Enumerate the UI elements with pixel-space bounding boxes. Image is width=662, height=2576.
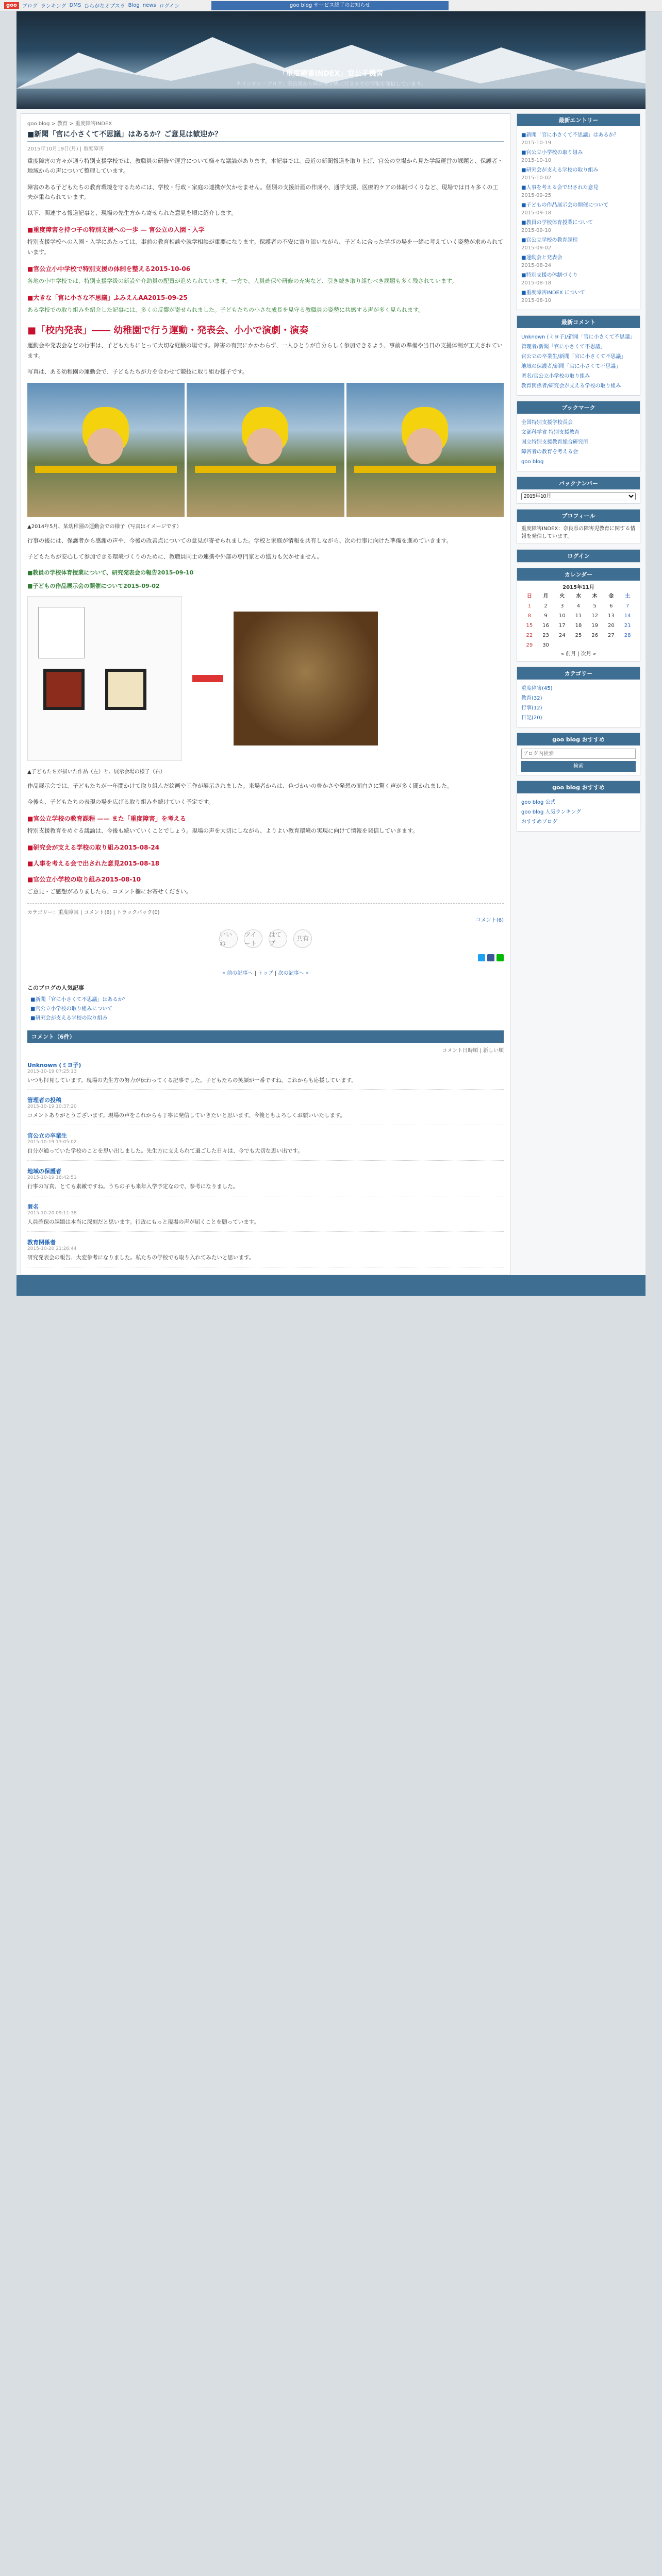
recent-entry-link[interactable]: ■教員の学校体育授業について 2015-09-10 xyxy=(521,219,636,234)
arrow-icon xyxy=(192,675,223,682)
section-heading[interactable]: ■大きな「官に小さな不思議」ふみえんAA2015-09-25 xyxy=(27,294,188,301)
popular-entries xyxy=(27,984,504,1021)
big-heading: ■「校内発表」―― 幼稚園で行う運動・発表会、小小で演劇・演奏 xyxy=(27,325,309,336)
calendar-day[interactable]: 4 xyxy=(576,603,581,609)
comment-item xyxy=(27,1057,504,1090)
photo-sportsday-1[interactable] xyxy=(27,383,185,517)
recent-entries-heading: 最新エントリー xyxy=(517,114,640,126)
recent-entries-box xyxy=(517,113,640,310)
bookmarks-heading: ブックマーク xyxy=(517,401,640,414)
blog-search-input[interactable] xyxy=(521,749,636,759)
recent-entry-link[interactable]: ■人事を考える会で出された意見 2015-09-25 xyxy=(521,184,636,199)
calendar-day[interactable]: 16 xyxy=(542,623,549,629)
categories-list xyxy=(517,680,640,727)
popular-entry-link[interactable]: ■新聞「官に小さくて不思議」はあるか？ xyxy=(30,996,128,1003)
goo-recommend-link[interactable]: おすすめブログ xyxy=(521,819,558,825)
recent-comment-link[interactable]: Unknown (ミヨ子)/新聞「官に小さくて不思議」 xyxy=(521,334,635,340)
comment-body: 人員確保の課題は本当に深刻だと思います。行政にもっと現場の声が届くことを願っています。 xyxy=(27,1218,259,1225)
entry-paragraph: 運動会や発表会などの行事は、子どもたちにとって大切な経験の場です。障害の有無にかかわらず、一人ひとりが自分らしく参加できるよう、事前の準備や当日の支援体制が工夫されています。 xyxy=(27,342,503,359)
entry-paragraph: 写真は、ある幼稚園の運動会で、子どもたちが力を合わせて競技に取り組む様子です。 xyxy=(27,368,248,375)
section-heading[interactable]: ■官公立小学校の取り組み2015-08-10 xyxy=(27,876,141,884)
main-column xyxy=(21,113,510,1275)
calendar-day[interactable]: 18 xyxy=(575,623,582,629)
comment-date: 2015-10-20 09:11:38 xyxy=(27,1210,77,1216)
tweet-button[interactable] xyxy=(244,929,262,948)
sns-icons xyxy=(27,954,504,961)
calendar-day xyxy=(587,640,603,650)
calendar-day xyxy=(603,640,620,650)
photo-sportsday-3[interactable] xyxy=(346,383,504,517)
entry-paragraph: 以下、関連する報道記事と、現場の先生方から寄せられた意見を順に紹介します。 xyxy=(27,210,237,216)
recent-entry-link[interactable]: ■新聞「官に小さくて不思議」はあるか？ 2015-10-19 xyxy=(521,131,636,147)
comment-body: 行事の写真、とても素敵ですね。うちの子も来年入学予定なので、参考になりました。 xyxy=(27,1183,239,1190)
blog-description: キリシタン・ブログ：奈良県から障害児学級に行きまでの情報を発信しています。 xyxy=(236,81,426,87)
sidebar xyxy=(517,113,640,1275)
bookmark-link[interactable]: 国立特別支援教育総合研究所 xyxy=(521,439,588,445)
topbar-link-blog[interactable]: ブログ xyxy=(22,4,38,9)
bookmark-link[interactable]: goo blog xyxy=(521,459,544,465)
recent-comment-link[interactable]: 地域の保護者/新聞「官に小さくて不思議」 xyxy=(521,364,621,369)
calendar-day[interactable]: 8 xyxy=(527,613,532,619)
login-heading[interactable]: ログイン xyxy=(517,550,640,562)
topbar-link-ranking[interactable]: ランキング xyxy=(40,4,67,9)
comment-author[interactable]: Unknown (ミヨ子) xyxy=(27,1061,81,1069)
topbar-link-blog2[interactable]: Blog xyxy=(128,3,140,8)
recent-entry-link-date: 2015-10-02 xyxy=(521,175,552,181)
calendar-day xyxy=(554,640,570,650)
artwork-texture-image[interactable] xyxy=(234,612,378,745)
category-link[interactable]: 教育(32) xyxy=(521,696,542,701)
line-icon[interactable] xyxy=(496,954,504,961)
comment-date: 2015-10-19 18:42:51 xyxy=(27,1175,77,1181)
entry-date: 2015年10月19日(月) | 重度障害 xyxy=(27,146,104,152)
popular-entry-link[interactable]: ■官公立小学校の取り組みについて xyxy=(30,1006,113,1012)
categories-heading: カテゴリー xyxy=(517,667,640,680)
search-box xyxy=(517,733,640,775)
calendar-day[interactable]: 27 xyxy=(608,633,615,638)
section-heading[interactable]: ■重度障害を持つ子の特別支援への一歩 — 官公立の入園・入学 xyxy=(27,226,205,234)
calendar-nav[interactable]: « 前月 | 次月 » xyxy=(560,651,597,657)
category-link[interactable]: 行事(12) xyxy=(521,705,542,711)
calendar-day[interactable]: 14 xyxy=(624,613,631,619)
backnumber-box xyxy=(517,477,640,504)
calendar-day[interactable]: 26 xyxy=(591,633,599,638)
calendar-day[interactable]: 12 xyxy=(591,613,599,619)
category-link[interactable]: 重度障害(45) xyxy=(521,686,553,691)
profile-box xyxy=(517,509,640,544)
bookmark-link[interactable]: 文部科学省 特別支援教育 xyxy=(521,430,580,435)
bookmark-link[interactable]: 全国特別支援学校長会 xyxy=(521,420,573,426)
topbar-link-hiragana[interactable]: ひらがなオプスラ xyxy=(84,4,125,9)
breadcrumb[interactable]: goo blog > 教育 > 重度障害INDEX xyxy=(27,121,112,127)
section-heading[interactable]: ■官公立小中学校で特別支援の体制を整える2015-10-06 xyxy=(27,265,191,273)
comment-body: 研究発表会の報告、大変参考になりました。私たちの学校でも取り入れてみたいと思います。 xyxy=(27,1254,255,1261)
goo-recommend-box xyxy=(517,781,640,832)
twitter-icon[interactable] xyxy=(478,954,485,961)
comment-author[interactable]: 教育関係者 xyxy=(27,1239,56,1246)
calendar-day[interactable]: 10 xyxy=(558,613,566,619)
topbar-link-login[interactable]: ログイン xyxy=(159,4,180,9)
calendar-day[interactable]: 11 xyxy=(575,613,582,619)
bookmarks-list xyxy=(517,414,640,471)
calendar-day[interactable]: 29 xyxy=(526,642,533,648)
comment-author[interactable]: 地域の保護者 xyxy=(27,1168,61,1175)
recent-entry-link[interactable]: ■研究会が支える学校の取り組み 2015-10-02 xyxy=(521,166,636,182)
calendar-day[interactable]: 9 xyxy=(544,613,548,619)
calendar-day[interactable]: 21 xyxy=(624,623,631,629)
comments-heading: コメント（6件） xyxy=(27,1030,504,1043)
calendar-title: 2015年11月 xyxy=(562,585,594,590)
calendar-day[interactable]: 20 xyxy=(608,623,615,629)
search-heading: goo blog おすすめ xyxy=(517,733,640,745)
entry-navigation: « 前の記事へ | トップ | 次の記事へ » xyxy=(222,970,309,976)
share-button[interactable] xyxy=(293,929,312,948)
comment-author[interactable]: 匿名 xyxy=(27,1203,39,1210)
entry-paragraph: 作品展示会では、子どもたちが一年間かけて取り組んだ絵画や工作が展示されました。来場者からは、色づかいの豊かさや発想の面白さに驚く声が多く聞かれました。 xyxy=(27,782,453,789)
section-heading-green[interactable]: ■子どもの作品展示会の開催について2015-09-02 xyxy=(27,582,160,589)
topbar-link-news[interactable]: news xyxy=(142,3,156,8)
calendar-day[interactable]: 2 xyxy=(544,603,548,609)
calendar-weekday: 水 xyxy=(575,594,581,599)
comment-date: 2015-10-20 21:26:44 xyxy=(27,1246,77,1251)
calendar-day[interactable]: 5 xyxy=(593,603,597,609)
blog-title[interactable]: 「重度障害INDEX」官公手機習 xyxy=(278,70,384,78)
comment-body: 自分が通っていた学校のことを思い出しました。先生方に支えられて過ごした日々は、今でも大切な思い出です。 xyxy=(27,1148,303,1155)
hatena-label: はてブ xyxy=(269,930,282,947)
backnumber-select[interactable] xyxy=(521,493,636,500)
artwork-drawings-image[interactable] xyxy=(27,596,182,761)
recent-entry-link[interactable]: ■重度障害INDEX について 2015-08-10 xyxy=(521,289,636,304)
section-body: 特別支援学校への入園・入学にあたっては、事前の教育相談や就学相談が重要になります。保護者の不安に寄り添いながら、子どもに合った学びの場を一緒に考えていく姿勢が求められています。 xyxy=(27,239,504,256)
calendar-day[interactable]: 28 xyxy=(624,633,631,638)
comment-author[interactable]: 管理者の投稿 xyxy=(27,1097,61,1104)
recent-entry-link-date: 2015-08-24 xyxy=(521,263,552,268)
recent-comment-link[interactable]: 管理者/新聞「官に小さくて不思議」 xyxy=(521,344,606,350)
topbar-link-dms[interactable]: DMS xyxy=(69,3,81,8)
section-heading[interactable]: ■研究会が支える学校の取り組み2015-08-24 xyxy=(27,844,160,852)
calendar-box xyxy=(517,568,640,662)
categories-box xyxy=(517,667,640,727)
section-body: ある学校での取り組みを紹介した記事には、多くの反響が寄せられました。子どもたちの小さな成長を見守る教職員の姿勢に共感する声が多く見られます。 xyxy=(27,307,424,313)
goo-recommend-list xyxy=(517,793,640,831)
entry-paragraph: 障害のある子どもたちの教育環境を守るためには、学校・行政・家庭の連携が欠かせません。個別の支援計画の作成や、通学支援、医療的ケアの体制づくりなど、現場では日々多くの工夫が重ねられています。 xyxy=(27,183,499,200)
calendar-day[interactable]: 19 xyxy=(591,623,599,629)
calendar-day[interactable]: 25 xyxy=(575,633,582,638)
comment-count-link[interactable]: コメント(6) xyxy=(475,917,504,923)
recent-entry-link[interactable]: ■官公立学校の教育課程 2015-09-02 xyxy=(521,236,636,252)
recent-entry-link-date: 2015-08-10 xyxy=(521,298,552,303)
calendar-weekday: 月 xyxy=(543,594,549,599)
recent-comment-link[interactable]: 官公立の卒業生/新聞「官に小さくて不思議」 xyxy=(521,354,626,360)
calendar-weekday: 日 xyxy=(526,594,532,599)
comments-sort[interactable]: コメント日時順 | 新しい順 xyxy=(442,1047,504,1054)
calendar-day[interactable]: 1 xyxy=(527,603,532,609)
profile-text: 重度障害INDEX：奈良県の障害児教育に関する情報を発信しています。 xyxy=(521,526,636,539)
recent-entry-link-date: 2015-09-02 xyxy=(521,245,552,251)
entry-paragraph: 特別支援教育をめぐる議論は、今後も続いていくことでしょう。現場の声を大切にしながら、よりよい教育環境の実現に向けて情報を発信していきます。 xyxy=(27,827,419,834)
profile-heading: プロフィール xyxy=(517,510,640,522)
bookmark-link[interactable]: 障害者の教育を考える会 xyxy=(521,449,578,455)
calendar-day[interactable]: 13 xyxy=(608,613,615,619)
share-buttons xyxy=(27,929,504,948)
comment-date: 2015-10-19 10:37:20 xyxy=(27,1104,77,1110)
top-bar xyxy=(0,0,662,11)
calendar-weekday: 金 xyxy=(608,594,614,599)
like-button[interactable] xyxy=(219,929,238,948)
calendar-day[interactable]: 24 xyxy=(558,633,566,638)
calendar-weekday: 土 xyxy=(625,594,631,599)
comment-item xyxy=(27,1092,504,1125)
calendar-table xyxy=(521,591,636,650)
calendar-day[interactable]: 23 xyxy=(542,633,549,638)
comment-body: いつも拝見しています。現場の先生方の努力が伝わってくる記事でした。子どもたちの笑顔が一番ですね。これからも応援しています。 xyxy=(27,1077,357,1083)
comment-date: 2015-10-19 07:25:13 xyxy=(27,1069,77,1074)
recent-comments-list xyxy=(517,328,640,395)
section-heading[interactable]: ■人事を考える会で出された意見2015-08-18 xyxy=(27,860,160,868)
calendar-heading: カレンダー xyxy=(517,568,640,581)
entry-title[interactable]: ■新聞「官に小さくて不思議」はあるか？ご意見は歓迎か？ xyxy=(27,129,504,142)
entry-paragraph: 重度障害の方々が通う特別支援学校では、教職員の研修や運営について様々な議論があります。本記事では、最近の新聞報道を取り上げ、官公の立場から見た学級運営の課題と、保護者・地域からの声について整理しています。 xyxy=(27,158,503,175)
blog-header xyxy=(16,11,646,109)
entry-paragraph: 行事の後には、保護者から感謝の声や、今後の改善点についての意見が寄せられました。学校と家庭が情報を共有しながら、次の行事に向けた準備を進めていきます。 xyxy=(27,537,452,544)
bookmarks-box xyxy=(517,401,640,471)
next-entry-link[interactable]: 次の記事へ » xyxy=(278,970,309,976)
backnumber-heading: バックナンバー xyxy=(517,477,640,489)
popular-entry-link[interactable]: ■研究会が支える学校の取り組み xyxy=(30,1015,108,1021)
comment-date: 2015-10-19 13:05:02 xyxy=(27,1140,77,1145)
like-label: いいね xyxy=(220,930,233,947)
comment-body: コメントありがとうございます。現場の声をこれからも丁寧に発信していきたいと思います。今後ともよろしくお願いいたします。 xyxy=(27,1112,345,1119)
calendar-day xyxy=(570,640,587,650)
calendar-day[interactable]: 17 xyxy=(558,623,566,629)
recent-entry-link-date: 2015-10-10 xyxy=(521,158,552,163)
photo-gallery xyxy=(27,383,504,517)
entry-paragraph: ご意見・ご感想がありましたら、コメント欄にお寄せください。 xyxy=(27,888,192,895)
entry-paragraph: 今後も、子どもたちの表現の場を広げる取り組みを続けていく予定です。 xyxy=(27,798,214,805)
service-notice-banner[interactable]: goo blog サービス終了のお知らせ xyxy=(211,1,449,10)
goo-recommend-link[interactable]: goo blog 公式 xyxy=(521,800,556,805)
recent-entry-link-date: 2015-09-18 xyxy=(521,210,552,216)
calendar-day[interactable]: 30 xyxy=(542,642,549,648)
share-label: 共有 xyxy=(296,935,309,942)
section-heading[interactable]: ■官公立学校の教育課程 —— また「重度障害」を考える xyxy=(27,815,186,822)
recent-entry-link[interactable]: ■子どもの作品展示会の開催について 2015-09-18 xyxy=(521,201,636,217)
calendar-day[interactable]: 22 xyxy=(526,633,533,638)
page-footer xyxy=(16,1275,646,1296)
entry-footer-text: カテゴリー：重度障害 | コメント(6) | トラックバック(0) xyxy=(27,909,160,916)
calendar-day xyxy=(619,640,636,650)
artwork-figure xyxy=(27,596,504,761)
calendar-day[interactable]: 6 xyxy=(609,603,613,609)
calendar-weekday: 木 xyxy=(592,594,598,599)
recent-comments-box xyxy=(517,315,640,396)
hatena-button[interactable] xyxy=(269,929,287,948)
recent-entry-link[interactable]: ■運動会と発表会 2015-08-24 xyxy=(521,254,636,269)
comment-item xyxy=(27,1127,504,1161)
category-link[interactable]: 日記(20) xyxy=(521,715,542,721)
recent-entry-link-date: 2015-08-18 xyxy=(521,280,552,286)
section-heading-green[interactable]: ■教員の学校体育授業について、研究発表会の報告2015-09-10 xyxy=(27,569,194,576)
recent-entries-list xyxy=(517,126,640,310)
search-button[interactable]: 検索 xyxy=(521,761,636,772)
tweet-label: ツイート xyxy=(244,930,257,947)
photo-caption: ▲2014年5月、某幼稚園の運動会での様子（写真はイメージです） xyxy=(27,524,182,530)
recent-entry-link-date: 2015-09-25 xyxy=(521,193,552,198)
facebook-icon[interactable] xyxy=(487,954,494,961)
goo-recommend-heading: goo blog おすすめ xyxy=(517,781,640,793)
top-link[interactable]: トップ xyxy=(258,970,273,976)
calendar-day[interactable]: 3 xyxy=(560,603,564,609)
recent-entry-link[interactable]: ■特別支援の体制づくり 2015-08-18 xyxy=(521,272,636,287)
section-body: 各地の小中学校では、特別支援学級の新設や介助員の配置が進められています。一方で、人員確保や研修の充実など、引き続き取り組むべき課題も多く残されています。 xyxy=(27,277,458,284)
goo-logo[interactable]: goo xyxy=(4,2,19,9)
calendar-weekday: 火 xyxy=(559,594,565,599)
recent-entry-link-date: 2015-09-10 xyxy=(521,228,552,233)
comment-author[interactable]: 官公立の卒業生 xyxy=(27,1132,67,1140)
entry-footer xyxy=(27,903,504,923)
calendar-day[interactable]: 7 xyxy=(625,603,630,609)
recent-entry-link[interactable]: ■官公立小学校の取り組み 2015-10-10 xyxy=(521,149,636,164)
photo-sportsday-2[interactable] xyxy=(187,383,344,517)
recent-comment-link[interactable]: 教育関係者/研究会が支える学校の取り組み xyxy=(521,383,621,389)
login-box xyxy=(517,549,640,563)
recent-entry-link-date: 2015-10-19 xyxy=(521,140,552,146)
entry-paragraph: 子どもたちが安心して参加できる環境づくりのために、教職員同士の連携や外部の専門家との協力も欠かせません。 xyxy=(27,553,323,561)
comment-item xyxy=(27,1163,504,1196)
popular-entries-title: このブログの人気記事 xyxy=(27,984,84,991)
artwork-caption: ▲子どもたちが描いた作品（左）と、展示会場の様子（右） xyxy=(27,769,166,775)
comment-item xyxy=(27,1198,504,1232)
goo-recommend-link[interactable]: goo blog 人気ランキング xyxy=(521,809,582,815)
comment-item xyxy=(27,1234,504,1267)
calendar-day[interactable]: 15 xyxy=(526,623,533,629)
recent-comments-heading: 最新コメント xyxy=(517,316,640,328)
prev-entry-link[interactable]: « 前の記事へ xyxy=(222,970,253,976)
recent-comment-link[interactable]: 匿名/官公立小学校の取り組み xyxy=(521,374,590,379)
